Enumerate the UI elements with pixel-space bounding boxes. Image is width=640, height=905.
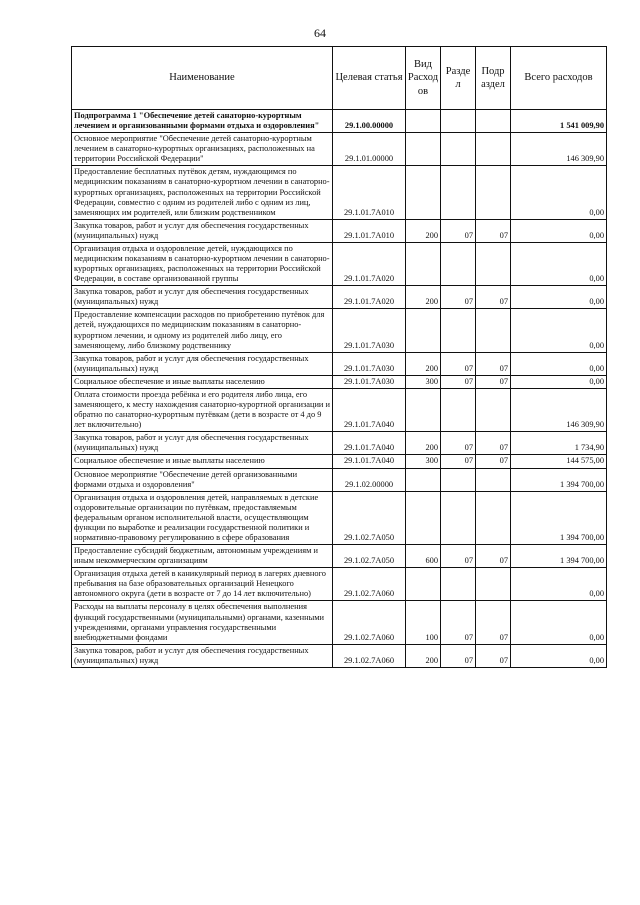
header-name: Наименование	[72, 47, 333, 110]
cell-name: Основное мероприятие "Обеспечение детей организованными формами отдыха и оздоровления"	[72, 468, 333, 491]
cell-razdel	[441, 491, 476, 544]
cell-name: Организация отдыха и оздоровления детей, направляемых в детские оздоровительные организации по путёвкам, предоставляемым федеральным органом исполнительной власти, осуществляющим функции по выработке и реализации государственной политики и нормативно-правовому регулированию в сфере образования	[72, 491, 333, 544]
cell-podrazdel	[476, 568, 511, 601]
cell-article: 29.1.01.00000	[333, 133, 406, 166]
header-razdel: Разде л	[441, 47, 476, 110]
cell-total: 1 394 700,00	[511, 545, 607, 568]
cell-podrazdel: 07	[476, 375, 511, 388]
cell-vid: 300	[406, 375, 441, 388]
table-row	[72, 352, 607, 375]
header-podrazdel: Подр аздел	[476, 47, 511, 110]
cell-vid	[406, 491, 441, 544]
cell-podrazdel	[476, 166, 511, 219]
cell-razdel	[441, 242, 476, 285]
cell-name: Подпрограмма 1 "Обеспечение детей санаторно-курортным лечением и организованными формами отдыха и оздоровления"	[72, 110, 333, 133]
cell-razdel: 07	[441, 455, 476, 468]
cell-article: 29.1.02.7А050	[333, 491, 406, 544]
cell-article: 29.1.00.00000	[333, 110, 406, 133]
cell-total: 0,00	[511, 242, 607, 285]
cell-vid	[406, 242, 441, 285]
cell-total: 0,00	[511, 309, 607, 352]
table-row	[72, 388, 607, 431]
cell-vid: 200	[406, 644, 441, 667]
cell-vid: 200	[406, 219, 441, 242]
table-row	[72, 166, 607, 219]
cell-total: 144 575,00	[511, 455, 607, 468]
cell-razdel	[441, 468, 476, 491]
cell-article: 29.1.01.7А020	[333, 286, 406, 309]
cell-total: 0,00	[511, 286, 607, 309]
cell-name: Основное мероприятие "Обеспечение детей санаторно-курортным лечением в санаторно-курортных организациях, расположенных на территории Российской Федерации"	[72, 133, 333, 166]
cell-vid	[406, 468, 441, 491]
table-row	[72, 545, 607, 568]
cell-name: Социальное обеспечение и иные выплаты населению	[72, 455, 333, 468]
header-article: Целевая статья	[333, 47, 406, 110]
cell-total: 0,00	[511, 219, 607, 242]
cell-total: 146 309,90	[511, 133, 607, 166]
table-row	[72, 219, 607, 242]
cell-name: Закупка товаров, работ и услуг для обеспечения государственных (муниципальных) нужд	[72, 644, 333, 667]
cell-name: Предоставление субсидий бюджетным, автономным учреждениям и иным некоммерческим организациям	[72, 545, 333, 568]
table-row	[72, 601, 607, 644]
cell-razdel: 07	[441, 286, 476, 309]
cell-article: 29.1.01.7А030	[333, 352, 406, 375]
cell-name: Социальное обеспечение и иные выплаты населению	[72, 375, 333, 388]
cell-name: Организация отдыха и оздоровление детей, нуждающихся по медицинским показаниям в санаторно-курортном лечении в санаторно-курортных организациях, расположенных на территории Российской Федерации, в составе организованной группы	[72, 242, 333, 285]
cell-razdel	[441, 133, 476, 166]
cell-razdel	[441, 166, 476, 219]
cell-article: 29.1.01.7А020	[333, 242, 406, 285]
header-vid: Вид Расход ов	[406, 47, 441, 110]
table-row	[72, 375, 607, 388]
cell-name: Закупка товаров, работ и услуг для обеспечения государственных (муниципальных) нужд	[72, 432, 333, 455]
cell-vid	[406, 388, 441, 431]
cell-name: Закупка товаров, работ и услуг для обеспечения государственных (муниципальных) нужд	[72, 286, 333, 309]
cell-article: 29.1.02.7А060	[333, 644, 406, 667]
cell-article: 29.1.01.7А040	[333, 388, 406, 431]
cell-razdel: 07	[441, 545, 476, 568]
cell-name: Закупка товаров, работ и услуг для обеспечения государственных (муниципальных) нужд	[72, 352, 333, 375]
cell-vid: 600	[406, 545, 441, 568]
cell-article: 29.1.02.7А060	[333, 568, 406, 601]
cell-podrazdel	[476, 110, 511, 133]
cell-article: 29.1.02.7А050	[333, 545, 406, 568]
cell-total: 0,00	[511, 352, 607, 375]
cell-vid	[406, 166, 441, 219]
cell-razdel: 07	[441, 219, 476, 242]
table-row	[72, 133, 607, 166]
table-row	[72, 110, 607, 133]
cell-name: Оплата стоимости проезда ребёнка и его родителя либо лица, его заменяющего, к месту нахождения санаторно-курортной организации и обратно по санаторно-курортным путёвкам (дети в возрасте от 4 до 9 лет включительно)	[72, 388, 333, 431]
cell-vid: 100	[406, 601, 441, 644]
cell-article: 29.1.02.7А060	[333, 601, 406, 644]
cell-name: Расходы на выплаты персоналу в целях обеспечения выполнения функций государственными (муниципальными) органами, казенными учреждениями, органами управления государственными внебюджетными фондами	[72, 601, 333, 644]
cell-total: 146 309,90	[511, 388, 607, 431]
table-row	[72, 432, 607, 455]
cell-total: 1 541 009,90	[511, 110, 607, 133]
cell-podrazdel: 07	[476, 455, 511, 468]
cell-vid	[406, 568, 441, 601]
cell-total: 1 394 700,00	[511, 491, 607, 544]
cell-razdel: 07	[441, 432, 476, 455]
cell-article: 29.1.02.00000	[333, 468, 406, 491]
cell-podrazdel	[476, 309, 511, 352]
cell-article: 29.1.01.7А040	[333, 432, 406, 455]
cell-podrazdel: 07	[476, 601, 511, 644]
cell-razdel	[441, 110, 476, 133]
cell-razdel: 07	[441, 352, 476, 375]
cell-vid: 200	[406, 432, 441, 455]
cell-razdel	[441, 388, 476, 431]
cell-article: 29.1.01.7А030	[333, 309, 406, 352]
table-row	[72, 468, 607, 491]
cell-podrazdel	[476, 242, 511, 285]
cell-vid: 200	[406, 286, 441, 309]
cell-podrazdel: 07	[476, 219, 511, 242]
cell-podrazdel: 07	[476, 432, 511, 455]
cell-podrazdel	[476, 468, 511, 491]
cell-article: 29.1.01.7А010	[333, 219, 406, 242]
budget-table	[71, 46, 607, 668]
cell-article: 29.1.01.7А010	[333, 166, 406, 219]
cell-vid	[406, 133, 441, 166]
table-row	[72, 491, 607, 544]
cell-razdel: 07	[441, 601, 476, 644]
cell-total: 0,00	[511, 601, 607, 644]
cell-vid	[406, 110, 441, 133]
cell-name: Предоставление компенсации расходов по приобретению путёвок для детей, нуждающихся по медицинским показаниям в санаторно-курортном лечении, и одному из родителей либо лицу, его заменяющему, либо близкому родственнику	[72, 309, 333, 352]
cell-total: 0,00	[511, 375, 607, 388]
table-row	[72, 568, 607, 601]
cell-article: 29.1.01.7А040	[333, 455, 406, 468]
cell-podrazdel: 07	[476, 286, 511, 309]
cell-podrazdel	[476, 388, 511, 431]
cell-total: 1 734,90	[511, 432, 607, 455]
cell-podrazdel: 07	[476, 644, 511, 667]
cell-name: Закупка товаров, работ и услуг для обеспечения государственных (муниципальных) нужд	[72, 219, 333, 242]
cell-total: 0,00	[511, 644, 607, 667]
cell-vid	[406, 309, 441, 352]
table-row	[72, 242, 607, 285]
header-total: Всего расходов	[511, 47, 607, 110]
cell-podrazdel	[476, 491, 511, 544]
cell-razdel: 07	[441, 644, 476, 667]
cell-razdel	[441, 309, 476, 352]
cell-razdel: 07	[441, 375, 476, 388]
cell-vid: 300	[406, 455, 441, 468]
cell-name: Предоставление бесплатных путёвок детям, нуждающимся по медицинским показаниям в санаторно-курортном лечении в санаторно-курортных организациях, расположенных на территории Российской Федерации, совместно с одним из родителей либо с одним из лиц, заменяющих им родителей, или близким родственником	[72, 166, 333, 219]
cell-podrazdel	[476, 133, 511, 166]
cell-vid: 200	[406, 352, 441, 375]
page-number: 64	[314, 26, 326, 40]
cell-total: 0,00	[511, 166, 607, 219]
table-row	[72, 455, 607, 468]
table-header-row	[72, 47, 607, 110]
cell-podrazdel: 07	[476, 545, 511, 568]
cell-podrazdel: 07	[476, 352, 511, 375]
cell-article: 29.1.01.7А030	[333, 375, 406, 388]
cell-razdel	[441, 568, 476, 601]
cell-total: 1 394 700,00	[511, 468, 607, 491]
table-row	[72, 644, 607, 667]
cell-total: 0,00	[511, 568, 607, 601]
cell-name: Организация отдыха детей в каникулярный период в лагерях дневного пребывания на базе образовательных организаций Ненецкого автономного округа (дети в возрасте от 7 до 14 лет включительно)	[72, 568, 333, 601]
table-row	[72, 286, 607, 309]
table-row	[72, 309, 607, 352]
